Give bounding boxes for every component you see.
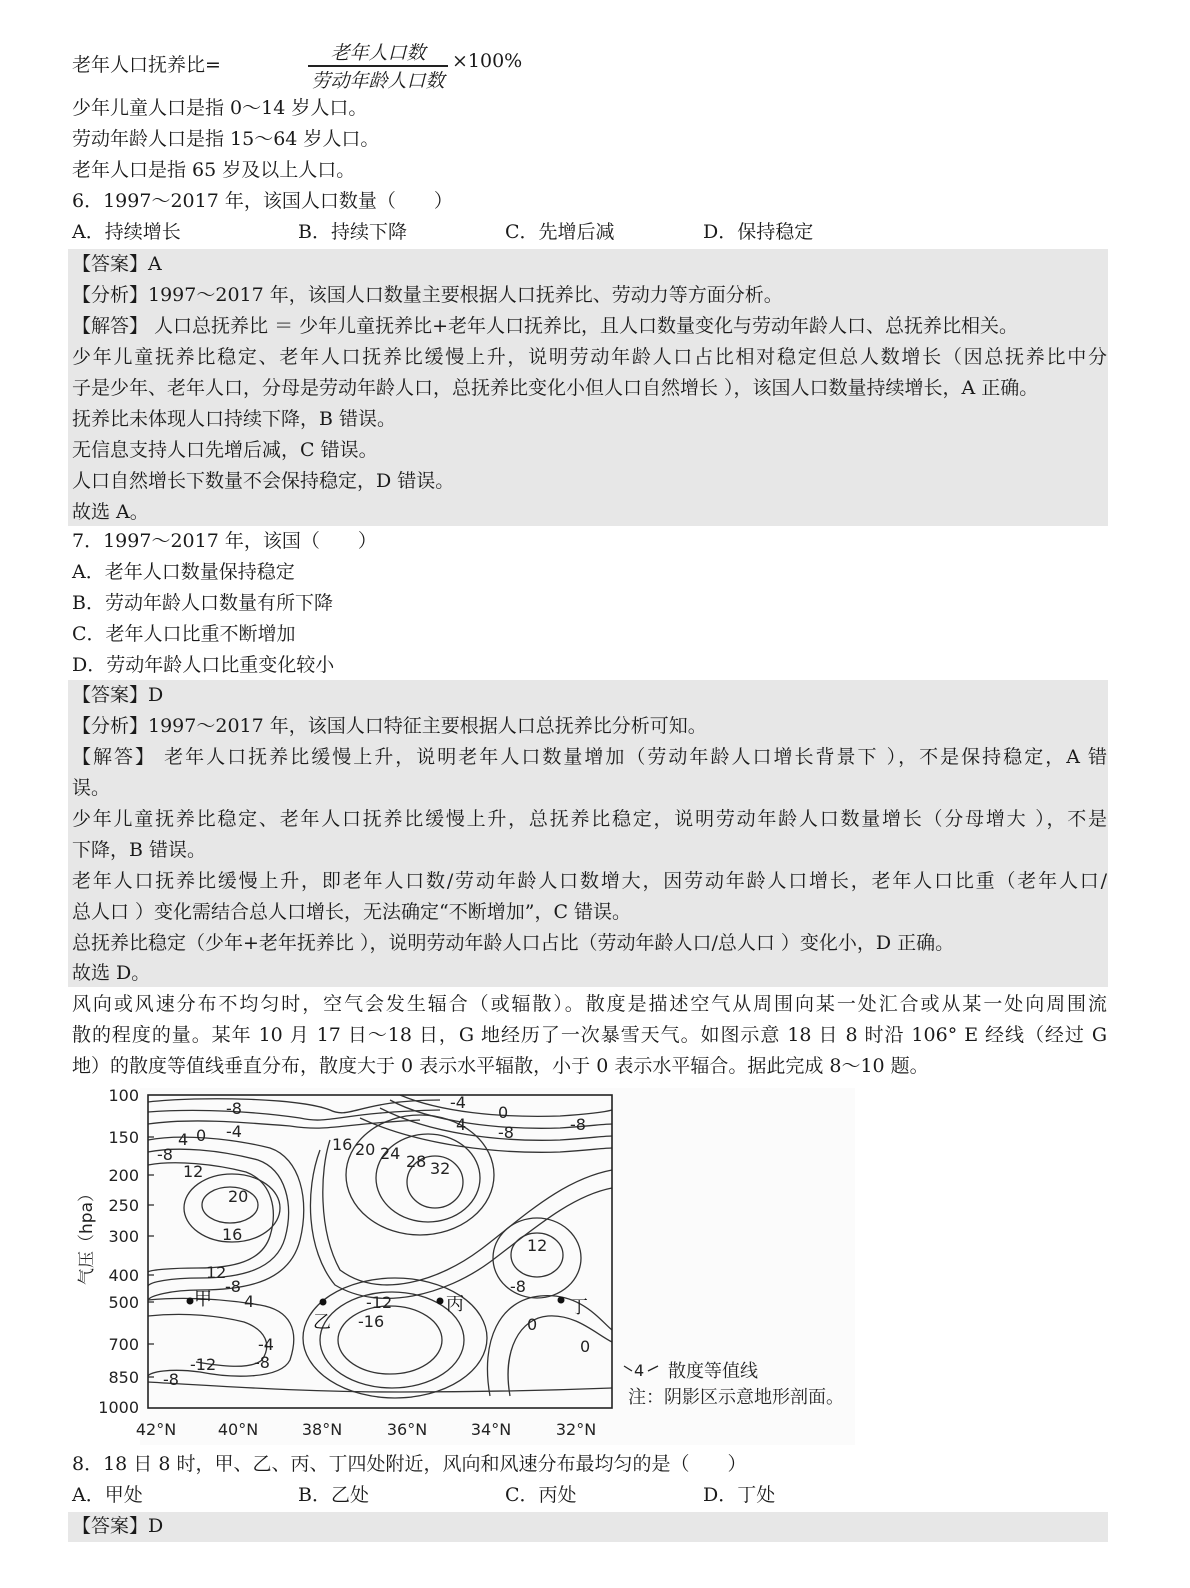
contour-label: 4 <box>244 1292 255 1311</box>
contour-label: -8 <box>498 1123 514 1142</box>
q7-solution-line: 误。 <box>72 777 111 799</box>
contour-label: 0 <box>498 1103 509 1122</box>
point-ding-marker <box>558 1297 565 1304</box>
q6-solution-line: 子是少年、老年人口，分母是劳动年龄人口，总抚养比变化小但人口自然增长 ），该国人口数量持续增长，A 正确。 <box>72 377 1039 399</box>
point-bing-marker <box>437 1298 444 1305</box>
q6-analysis: 【分析】1997～2017 年，该国人口数量主要根据人口抚养比、劳动力等方面分析。 <box>72 284 783 306</box>
contour-label: -4 <box>258 1335 274 1354</box>
q8-option-a: A．甲处 <box>72 1484 143 1506</box>
q6-solution-line: 故选 A。 <box>72 501 149 523</box>
intro-line: 风向或风速分布不均匀时，空气会发生辐合（或辐散）。散度是描述空气从周围向某一处汇合或从某一处向周围流 <box>72 993 1107 1015</box>
x-tick-label: 32°N <box>555 1420 597 1439</box>
point-ding-label: 丁 <box>570 1297 588 1318</box>
contour-label: 32 <box>430 1159 451 1178</box>
q7-option-a: A．老年人口数量保持稳定 <box>72 561 295 583</box>
point-jia-marker <box>187 1298 194 1305</box>
y-tick-label: 250 <box>108 1196 139 1215</box>
figure-note: 注：阴影区示意地形剖面。 <box>628 1387 844 1408</box>
q7-option-d: D．劳动年龄人口比重变化较小 <box>72 654 335 676</box>
contour-label: -8 <box>163 1370 179 1389</box>
q6-solution-line: 无信息支持人口先增后减，C 错误。 <box>72 439 378 461</box>
contour-label: 0 <box>580 1337 591 1356</box>
y-ticks <box>98 1086 139 1417</box>
formula-denominator: 劳动年龄人口数 <box>311 70 445 92</box>
contour-label: 4 <box>178 1130 189 1149</box>
q6-answer: 【答案】A <box>72 253 162 275</box>
q6-option-c: C．先增后减 <box>505 221 615 243</box>
point-bing-label: 丙 <box>446 1294 464 1315</box>
contour-label: -8 <box>570 1115 586 1134</box>
contour-label: 28 <box>406 1152 427 1171</box>
contour-label: 12 <box>183 1162 204 1181</box>
contour-label: -8 <box>225 1277 241 1296</box>
q7-option-b: B．劳动年龄人口数量有所下降 <box>72 592 333 614</box>
y-tick-label: 200 <box>108 1166 139 1185</box>
formula-multiplier: ×100% <box>452 50 523 72</box>
contour-label: 12 <box>206 1263 227 1282</box>
q7-solution-line: 少年儿童抚养比稳定、老年人口抚养比缓慢上升，总抚养比稳定，说明劳动年龄人口数量增长（分母增大 ），不是 <box>72 808 1107 830</box>
q7-solution-line: 下降，B 错误。 <box>72 839 207 861</box>
q6-solution-line: 人口自然增长下数量不会保持稳定，D 错误。 <box>72 470 455 492</box>
contour-label: 16 <box>332 1135 353 1154</box>
q8-option-d: D．丁处 <box>703 1484 776 1506</box>
definition-working-age: 劳动年龄人口是指 15～64 岁人口。 <box>72 128 380 150</box>
q6-stem: 6．1997～2017 年，该国人口数量（ ） <box>72 190 453 212</box>
y-tick-label: 300 <box>108 1227 139 1246</box>
x-tick-label: 42°N <box>135 1420 177 1439</box>
y-tick-label: 400 <box>108 1266 139 1285</box>
q8-answer: 【答案】D <box>72 1515 164 1537</box>
y-tick-label: 700 <box>108 1335 139 1354</box>
definition-children: 少年儿童人口是指 0～14 岁人口。 <box>72 97 368 119</box>
y-tick-label: 1000 <box>98 1398 139 1417</box>
q7-solution-line: 总人口 ）变化需结合总人口增长，无法确定“不断增加”，C 错误。 <box>72 901 632 923</box>
q8-stem: 8．18 日 8 时，甲、乙、丙、丁四处附近，风向和风速分布最均匀的是（ ） <box>72 1453 747 1475</box>
contour-label: 0 <box>527 1315 538 1334</box>
contour-label: 16 <box>222 1225 243 1244</box>
y-tick-label: 100 <box>108 1086 139 1105</box>
y-tick-label: 150 <box>108 1128 139 1147</box>
contour-label: 0 <box>196 1126 207 1145</box>
point-yi-marker <box>320 1299 327 1306</box>
formula-numerator: 老年人口数 <box>330 42 426 64</box>
x-tick-label: 36°N <box>386 1420 428 1439</box>
q7-solution-line: 【解答】 老年人口抚养比缓慢上升，说明老年人口数量增加（劳动年龄人口增长背景下 ），不是保持稳定，A 错 <box>72 746 1107 768</box>
x-tick-label: 40°N <box>217 1420 259 1439</box>
q7-solution-line: 故选 D。 <box>72 962 151 984</box>
definition-elderly: 老年人口是指 65 岁及以上人口。 <box>72 159 356 181</box>
contour-label: 20 <box>228 1187 249 1206</box>
contour-label: -16 <box>358 1312 385 1331</box>
x-tick-label: 38°N <box>301 1420 343 1439</box>
q8-option-b: B．乙处 <box>298 1484 369 1506</box>
point-jia-label: 甲 <box>194 1289 212 1310</box>
x-tick-label: 34°N <box>470 1420 512 1439</box>
intro-line: 散的程度的量。某年 10 月 17 日～18 日，G 地经历了一次暴雪天气。如图示意 18 日 8 时沿 106° E 经线（经过 G <box>72 1024 1107 1046</box>
contour-label: -8 <box>510 1277 526 1296</box>
contour-label: 4 <box>456 1115 467 1134</box>
y-tick-label: 850 <box>108 1368 139 1387</box>
q7-solution-line: 老年人口抚养比缓慢上升，即老年人口数/劳动年龄人口数增大，因劳动年龄人口增长，老年人口比重（老年人口/ <box>72 870 1107 892</box>
contour-label: -8 <box>254 1353 270 1372</box>
q7-option-c: C．老年人口比重不断增加 <box>72 623 296 645</box>
contour-label: 24 <box>380 1144 401 1163</box>
q8-answer-block <box>68 1512 1108 1542</box>
q6-option-d: D．保持稳定 <box>703 221 814 243</box>
q6-solution-line: 抚养比未体现人口持续下降，B 错误。 <box>72 408 397 430</box>
contour-label: 20 <box>355 1140 376 1159</box>
q6-solution-line: 少年儿童抚养比稳定、老年人口抚养比缓慢上升，说明劳动年龄人口占比相对稳定但总人数增长（因总抚养比中分 <box>72 346 1107 368</box>
q7-stem: 7．1997～2017 年，该国（ ） <box>72 530 377 552</box>
point-yi-label: 乙 <box>313 1312 331 1333</box>
contour-label: -4 <box>450 1093 466 1112</box>
q7-answer: 【答案】D <box>72 684 164 706</box>
y-tick-label: 500 <box>108 1293 139 1312</box>
q6-solution-line: 【解答】 人口总抚养比 ＝ 少年儿童抚养比+老年人口抚养比，且人口数量变化与劳动年龄人口、总抚养比相关。 <box>72 315 1019 337</box>
legend-symbol-value: 4 <box>634 1361 645 1380</box>
q7-analysis: 【分析】1997～2017 年，该国人口特征主要根据人口总抚养比分析可知。 <box>72 715 707 737</box>
contour-label: -8 <box>226 1099 242 1118</box>
contour-label: -4 <box>226 1122 242 1141</box>
y-axis-label: 气压（hpa） <box>77 1185 97 1285</box>
contour-label: -8 <box>157 1145 173 1164</box>
q6-option-b: B．持续下降 <box>298 221 407 243</box>
q8-option-c: C．丙处 <box>505 1484 577 1506</box>
q7-solution-line: 总抚养比稳定（少年+老年抚养比 ），说明劳动年龄人口占比（劳动年龄人口/总人口 ）变化小，D 正确。 <box>72 932 955 954</box>
legend-text: 散度等值线 <box>668 1361 758 1382</box>
formula-label: 老年人口抚养比= <box>72 54 221 76</box>
q6-option-a: A．持续增长 <box>72 221 181 243</box>
contour-label: -12 <box>366 1293 393 1312</box>
contour-label: 12 <box>527 1236 548 1255</box>
intro-line: 地）的散度等值线垂直分布，散度大于 0 表示水平辐散，小于 0 表示水平辐合。据此完成 8～10 题。 <box>72 1055 929 1077</box>
contour-label: -12 <box>190 1355 217 1374</box>
